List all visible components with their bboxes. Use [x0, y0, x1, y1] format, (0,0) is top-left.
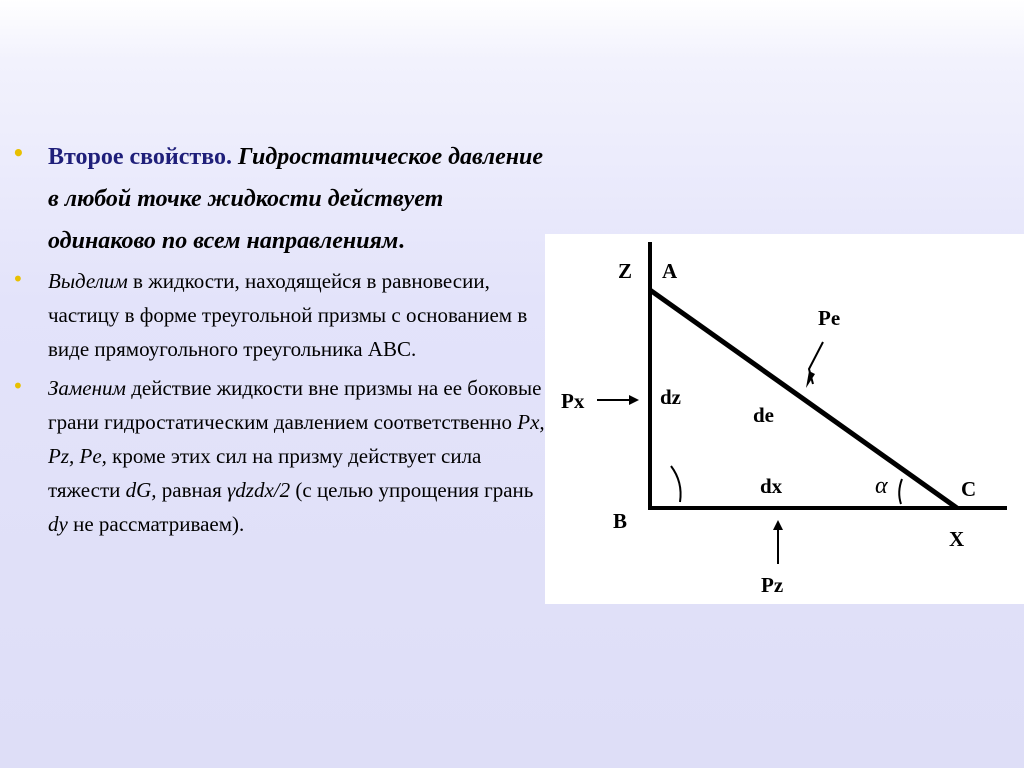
bullet-dot-icon: •	[12, 267, 24, 291]
label-c: C	[961, 477, 977, 501]
property-end: .	[398, 228, 405, 254]
prism-diagram-svg	[545, 234, 1024, 604]
label-z: Z	[618, 259, 633, 283]
replace-weight: dG,	[125, 478, 157, 502]
label-de: de	[753, 403, 774, 427]
angle-c-arc	[899, 479, 902, 504]
replace-verb: Заменим	[48, 376, 126, 400]
bullet-second-property	[12, 136, 552, 262]
label-x: X	[949, 527, 965, 551]
angle-b-arc	[671, 466, 681, 502]
replace-text-2: кроме этих сил на призму действует сила тяжести	[48, 444, 482, 502]
bullet-list	[12, 136, 552, 541]
bullet-dot-icon: •	[12, 141, 25, 165]
px-arrowhead	[629, 395, 639, 405]
label-pe: Pe	[818, 306, 841, 330]
label-px: Px	[561, 389, 585, 413]
replace-formula: γdzdx/2	[227, 478, 291, 502]
pe-arrowhead	[806, 371, 815, 388]
property-statement: Гидростатическое давление в любой точке жидкости действует одинаково по всем направлениям	[48, 144, 544, 254]
replace-text-1: действие жидкости вне призмы на ее боковые грани гидростатическим давлением соответственно	[48, 376, 542, 434]
replace-text-4: (с целью упрощения грань	[295, 478, 534, 502]
replace-face: dy	[48, 512, 68, 536]
replace-text-5: не рассматриваем).	[73, 512, 245, 536]
pz-arrowhead	[773, 520, 783, 530]
property-lead: Второе свойство.	[48, 144, 232, 170]
label-dx: dx	[760, 474, 783, 498]
select-verb: Выделим	[48, 269, 128, 293]
bullet-replace-action	[12, 371, 552, 541]
label-a: A	[662, 259, 678, 283]
hypotenuse-ac	[650, 290, 957, 508]
replace-forces: Px, Pz, Pe,	[48, 410, 545, 468]
label-b: B	[613, 509, 628, 533]
prism-diagram	[545, 234, 1024, 604]
label-alpha: α	[875, 473, 888, 499]
select-text: в жидкости, находящейся в равновесии, частицу в форме треугольной призмы с основанием в виде прямоугольного треугольника ABC.	[48, 269, 528, 361]
bullet-dot-icon: •	[12, 374, 24, 398]
label-pz: Pz	[761, 573, 784, 597]
label-dz: dz	[660, 385, 681, 409]
replace-text-3: равная	[161, 478, 222, 502]
bullet-select-particle	[12, 264, 552, 366]
